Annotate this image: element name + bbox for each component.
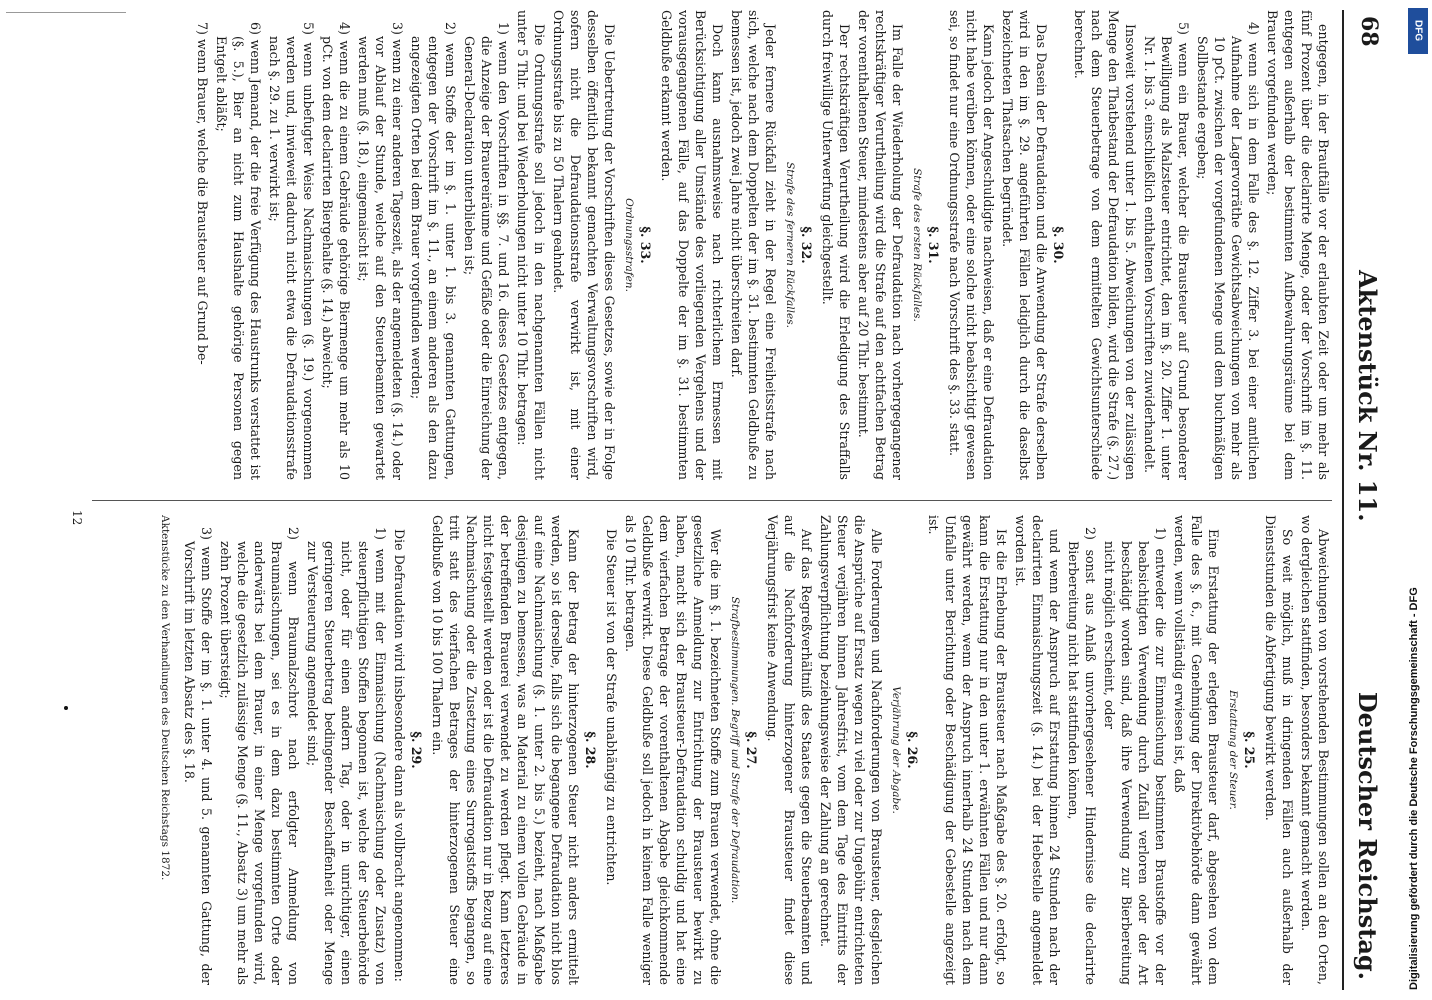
list-item: 5) wenn ein Brauer, welcher die Brausteuer auf Grund besonderer Bewilligung als Malzsteuer entrichtet, den im §. 20. Ziffer 1. unter Nr. 1. bis 3. einschließlich enthaltenen Vorschriften zuwiderhandelt.	[1142, 22, 1191, 480]
digitization-credit	[1404, 0, 1430, 1000]
paragraph: Jeder fernere Rückfall zieht in der Regel eine Freiheitsstrafe nach sich, welche nach dem Doppelten der im §. 31. bestimmten Geldbuße zu bemessen ist, jedoch zwei Jahre nicht überschreiten darf.	[729, 10, 778, 480]
section-heading: §. 32.	[799, 226, 814, 264]
paragraph: Eine Erstattung der erlegten Brausteuer darf, abgesehen von dem Falle des §. 6., mit Genehmigung der Direktivbehörde dann gewährt werden, wenn vollständig erwiesen ist, daß	[1172, 515, 1221, 985]
column-divider	[92, 500, 1332, 501]
section-subtitle: Strafbestimmungen. Begriff und Strafe der Defraudation.	[729, 596, 741, 904]
paragraph: Auf das Regreßverhältniß des Staates gegen die Steuerbeamten und auf die Nachforderung hinterzogener Brausteuer findet diese Verjährungsfrist keine Anwendung.	[765, 515, 814, 985]
paragraph: Doch kann ausnahmsweise nach richterlichem Ermessen mit Berücksichtigung aller Umstände des vorliegenden Vergehens und der vorausgegangenen Fälle, auf das Doppelte der im §. 31. bestimmten Geldbuße erkannt werden.	[659, 10, 725, 480]
section-heading: §. 29.	[409, 731, 424, 769]
rotated-page-content	[60, 10, 1390, 990]
list-item: 6) wenn Jemand, der die freie Verfügung des Haustrunks verstattet ist (§. 5.), Bier an nicht zum Haushalte gehörige Personen gegen Entgelt abläßt;	[214, 22, 263, 480]
list-item: 3) wenn Stoffe der im §. 1. unter 4. und 5. genannten Gattung, der Vorschrift im letzten Absatz des §. 18.	[182, 527, 214, 985]
footnote: Aktenstücke zu den Verhandlungen des Deutschen Reichstags 1872.	[159, 515, 171, 881]
list-item: 4) wenn sich in dem Falle des §. 12. Ziffer 3. bei einer amtlichen Aufnahme der Lagervorräthe Gewichtsabweichungen von mehr als 10 pCt. zwischen der vorgefundenen Menge und dem buchmäßigen Sollbestande ergeben;	[1195, 22, 1261, 480]
section-subtitle: Ordnungsstrafen.	[623, 198, 635, 292]
paragraph: Die Defraudation wird insbesondere dann als vollbracht angenommen:	[392, 529, 407, 982]
printer-signature: 12	[70, 510, 84, 526]
dfg-logo: DFG	[1408, 8, 1428, 54]
paragraph: Die Ordnungsstrafe soll jedoch in den nachgenannten Fällen nicht unter 5 Thlr. und bei Wiederholungen nicht unter 10 Thlr. betragen:	[515, 10, 547, 480]
credit-text: Digitalisierung gefördert durch die Deutsche Forschungsgemeinschaft - DFG	[1408, 587, 1420, 990]
section-subtitle: Strafe des ferneren Rückfalles.	[784, 162, 796, 328]
list-item: 5) wenn unbefugter Weise Nachmaischungen (§. 19.) vorgenommen werden und, inwieweit dadurch nicht etwa die Defraudationsstrafe nach §. 29. zu 1. verwirkt ist;	[267, 22, 316, 480]
paragraph: Wer die im §. 1. bezeichneten Stoffe zum Brauen verwendet, ohne die gesetzliche Anmeldung zur Entrichtung der Brausteuer bewirkt zu haben, macht sich der Brausteuer-Defraudation schuldig und hat eine dem vierfachen Betrage der vorenthaltenen Abgabe gleichkommende Geldbuße verwirkt. Diese Geldbuße soll jedoch in keinem Falle weniger als 10 Thlr. betragen.	[623, 515, 723, 985]
list-item: 7) wenn Brauer, welche die Brausteuer auf Grund be-	[195, 22, 210, 365]
section-subtitle: Erstattung der Steuer.	[1227, 690, 1239, 810]
list-item: 1) entweder die zur Einmaischung bestimmten Braustoffe vor der beabsichtigten Verwendung durch Zufall verloren oder der Art beschädigt worden sind, daß ihre Verwendung zur Bierbereitung nicht möglich erscheint, oder	[1102, 527, 1168, 985]
paragraph: Kann der Betrag der hinterzogenen Steuer nicht anders ermittelt werden, so ist derselbe, falls sich die begangene Defraudation nicht blos auf eine Nachmaischung (§. 1. unter 2. bis 5.) bezieht, nach Maßgabe desjenigen zu bemessen, was an Material zu einem vollen Gebräude in der betreffenden Brauerei verwendet zu werden pflegt. Kann letzteres nicht festgestellt werden oder ist die Defraudation nur in Bezug auf eine Nachmaischung oder die Zusetzung eines Surrogatstoffs begangen, so tritt statt des vierfachen Betrages der hinterzogenen Steuer eine Geldbuße von 10 bis 100 Thalern ein.	[430, 515, 581, 985]
running-head: Deutscher Reichstag.	[1353, 691, 1382, 980]
section-heading: §. 31.	[926, 226, 941, 264]
section-heading: §. 28.	[583, 731, 598, 769]
paragraph: und wenn der Anspruch auf Erstattung binnen 24 Stunden nach der declarirten Einmaischungszeit (§. 14.) bei der Hebestelle angemeldet worden ist.	[1013, 515, 1062, 985]
list-item: 1) wenn mit der Einmaischung (Nachmaischung oder Zusatz) von steuerpflichtigen Stoffen begonnen ist, welche der Steuerbehörde nicht, oder für einen andern Tag, oder in unrichtiger, einen geringeren Steuerbetrag bedingender Beschaffenheit oder Menge zur Versteuerung angemeldet sind;	[305, 527, 388, 985]
paragraph: Kann jedoch der Angeschuldigte nachweisen, daß er eine Defraudation nicht habe verüben können, oder eine solche nicht beabsichtigt gewesen sei, so findet nur eine Ordnungsstrafe nach Vorschrift des §. 33. statt.	[947, 10, 996, 480]
list-item: 3) wenn zu einer anderen Tageszeit, als der angemeldeten (§. 14.) oder vor Ablauf der Stunde, welche auf den Steuerbeamten gewartet werden muß (§. 18.), eingemaischt ist;	[356, 22, 405, 480]
paragraph: Abweichungen von vorstehenden Bestimmungen sollen an den Orten, wo dergleichen stattfinden, besonders bekannt gemacht werden.	[1299, 515, 1331, 985]
page-title: Aktenstück Nr. 11.	[1353, 270, 1382, 522]
section-heading: §. 30.	[1051, 226, 1066, 264]
paragraph: Alle Forderungen und Nachforderungen von Brausteuer, desgleichen die Ansprüche auf Ersatz wegen zu viel oder zur Ungebühr entrichteten Steuer verjähren binnen Jahresfrist, vom dem Tage des Eintritts der Zahlungsverpflichtung beziehungsweise der Zahlung an gerechnet.	[818, 515, 884, 985]
right-column	[154, 515, 1332, 985]
left-column	[192, 10, 1332, 480]
paragraph: Die Steuer ist von der Strafe unabhängig zu entrichten.	[604, 529, 619, 886]
list-item: 4) wenn die zu einem Gebräude gehörige Biermenge um mehr als 10 pCt. von dem declarirten Biergehalte (§. 14.) abweicht;	[320, 22, 352, 480]
paragraph: Das Dasein der Defraudation und die Anwendung der Strafe derselben wird in den im §. 29. angeführten Fällen lediglich durch die daselbst bezeichneten Thatsachen begründet.	[1000, 10, 1049, 480]
list-item: 2) sonst aus Anlaß unvorhergesehener Hindernisse die declarirte Bierbereitung nicht hat stattfinden können,	[1066, 527, 1098, 985]
page-header	[1342, 10, 1390, 990]
section-heading: §. 26.	[905, 731, 920, 769]
paragraph: Im Falle der Wiederholung der Defraudation nach vorhergegangener rechtskräftiger Verurtheilung wird die Strafe auf den achtfachen Betrag der vorenthaltenen Steuer, mindestens aber auf 20 Thlr. bestimmt.	[856, 10, 905, 480]
paragraph: Insoweit vorstehend unter 1. bis 5. Abweichungen von der zulässigen Menge den Thatbestand der Defraudation bilden, wird die Strafe (§. 27.) nach dem Steuerbetrage von dem ermittelten Gewichtsunterschiede berechnet.	[1072, 10, 1138, 480]
section-heading: §. 33.	[638, 226, 653, 264]
page-number: 68	[1356, 16, 1382, 47]
list-item: 2) wenn Stoffe der im §. 1. unter 1. bis 3. genannten Gattungen, entgegen der Vorschrift im §. 11., an einem anderen als den dazu angezeigten Orten bei dem Brauer vorgefunden werden;	[409, 22, 458, 480]
paragraph: entgegen, in der Brauftälle vor der erlaubten Zeit oder um mehr als fünf Prozent über die declarirte Menge, oder der Vorschrift im §. 11. entgegen außerhalb der bestimmten Aufbewahrungsräume bei dem Brauer vorgefunden werden;	[1265, 10, 1331, 480]
paragraph: Der rechtskräftigen Verurtheilung wird die Erledigung des Straffalls durch freiwillige Unterwerfung gleichgestellt.	[820, 10, 852, 480]
section-subtitle: Strafe des ersten Rückfalles.	[911, 168, 923, 322]
paragraph: Die Uebertretung der Vorschriften dieses Gesetzes, sowie der in Folge desselben öffentlich bekannt gemachten Verwaltungsvorschriften wird, sofern nicht die Defraudationsstrafe verwirkt ist, mit einer Ordnungsstrafe bis zu 50 Thalern geahndet.	[551, 10, 617, 480]
list-item: 2) wenn Braumalzschrot nach erfolgter Anmeldung von Braumaischungen, sei es in dem dazu bestimmten Orte oder anderwärts bei dem Brauer, in einer Menge vorgefunden wird, welche die gesetzlich zulässige Menge (§. 11., Absatz 3) um mehr als zehn Prozent übersteigt;	[218, 527, 301, 985]
section-heading: §. 27.	[744, 731, 759, 769]
list-item: 1) wenn den Vorschriften in §§. 7. und 16. dieses Gesetzes entgegen, die Anzeige der Brauereiräume und Gefäße oder die Einreichung der General-Declaration unterblieben ist;	[462, 22, 511, 480]
paragraph: So weit möglich, muß in dringenden Fällen auch außerhalb der Dienststunden die Abfertigung bewirkt werden.	[1263, 515, 1295, 985]
paragraph: Ist die Erhebung der Brausteuer nach Maßgabe des §. 20. erfolgt, so kann die Erstattung nur in den unter 1. erwähnten Fällen und nur dann gewährt werden, wenn der Anspruch innerhalb 24 Stunden nach dem Unfalle unter Berichtung oder Beschädigung der Gebestelle angezeigt ist.	[926, 515, 1009, 985]
document-page	[60, 0, 1432, 1000]
section-subtitle: Verjährung der Abgabe.	[890, 686, 902, 814]
section-heading: §. 25.	[1242, 731, 1257, 769]
